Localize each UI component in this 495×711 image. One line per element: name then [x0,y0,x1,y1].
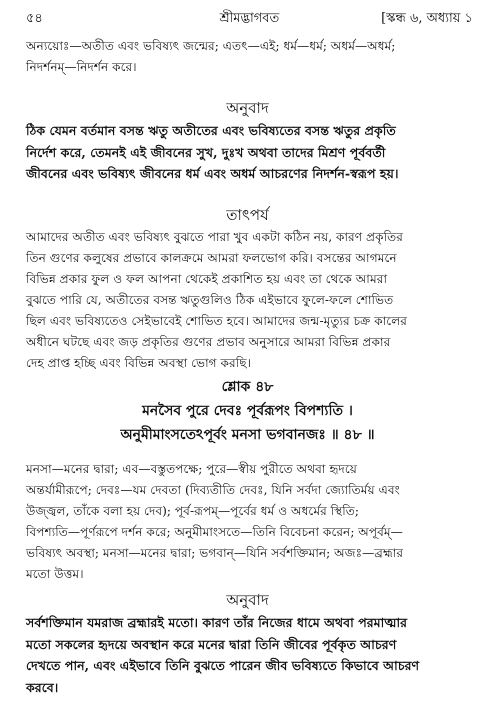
synonyms-line: উজ্জ্বল, তাঁকে বলা হয় দেব); পূর্ব-রূপম্—পূর্বের ধর্ম ও অধর্মের স্থিতি; [26,504,359,518]
purport-line: অধীনে ঘটছে এবং জড় প্রকৃতির গুণের প্রভাব অনুসারে আমরা বিভিন্ন প্রকার [26,335,391,349]
purport-line: বুঝতে পারি যে, অতীতের বসন্ত ঋতুগুলিও ঠিক এইভাবে ফুলে-ফলে শোভিত [26,293,394,307]
translation-block-2 [26,612,473,698]
purport-heading: তাৎপর্য [226,206,269,224]
translation-line: দেখতে পান, এবং এইভাবে তিনি বুঝতে পারেন জীব ভবিষ্যতে কিভাবে আচরণ [26,658,420,673]
synonyms-line: ভবিষ্যৎ অবস্থা; মনসা—মনের দ্বারা; ভগবান্—যিনি সর্বশক্তিমান; অজঃ—ব্রহ্মার [26,546,404,560]
book-title: শ্রীমদ্ভাগবত [219,11,280,26]
translation-heading: অনুবাদ [226,591,269,609]
synonyms-block-2 [26,459,473,585]
purport-line: ছিল এবং ভবিষ্যতেও সেইভাবেই শোভিত হবে। আমাদের জন্ম-মৃত্যুর চক্র কালের [26,314,407,328]
verse-line-2: অনুমীমাংসতেঽপূর্বং মনসা ভগবানজঃ ॥ ৪৮ ॥ [120,427,375,443]
verse-line-1: মনসৈব পুরে দেবঃ পূর্বরূপং বিপশ্যতি । [142,403,353,419]
verse-heading: শ্লোক ৪৮ [221,379,274,395]
purport-block [26,227,473,374]
synonyms-line: মনসা—মনের দ্বারা; এব—বস্তুতপক্ষে; পুরে—স্বীয় পুরীতে অথবা হৃদয়ে [26,462,357,476]
translation-heading: অনুবাদ [226,99,269,117]
purport-line: আমাদের অতীত এবং ভবিষ্যৎ বুঝতে পারা খুব একটা কঠিন নয়, কারণ প্রকৃতির [26,230,403,244]
synonyms-line: মতো উত্তম। [26,567,84,581]
page-number: ৫৪ [26,11,43,26]
purport-line: তিন গুণের কলুষের প্রভাবে কালক্রমে আমরা ফলভোগ করি। বসন্তের আগমনে [26,251,397,265]
synonyms-block-1 [26,36,473,78]
section-reference: [স্কন্ধ ৬, অধ্যায় ১ [381,11,473,26]
purport-line: দেহ প্রাপ্ত হচ্ছি এবং বিভিন্ন অবস্থা ভোগ করছি। [26,356,251,370]
synonyms-line: বিপশ্যতি—পূর্ণরূপে দর্শন করে; অনুমীমাংসতে—তিনি বিবেচনা করেন; অপূর্বম্— [26,525,403,539]
page-header [26,8,473,30]
translation-line: করবে। [26,679,59,695]
synonyms-line: অন্তর্যামীরূপে; দেবঃ—যম দেবতা (দিব্যতীতি দেবঃ, যিনি সর্বদা জ্যোতির্ময় এবং [26,483,400,497]
translation-line: জীবনের এবং ভবিষ্যৎ জীবনের ধর্ম এবং অধর্ম আচরণের নিদর্শন-স্বরূপ হয়। [26,166,399,181]
translation-line: ঠিক যেমন বর্তমান বসন্ত ঋতু অতীতের এবং ভবিষ্যতের বসন্ত ঋতুর প্রকৃতি [26,123,396,138]
translation-line: সর্বশক্তিমান যমরাজ ব্রহ্মারই মতো। কারণ তাঁর নিজের ধামে অথবা পরমাত্মার [26,615,408,630]
translation-line: মতো সকলের হৃদয়ে অবস্থান করে মনের দ্বারা তিনি জীবের পূর্বকৃত আচরণ [26,636,397,652]
synonyms-line: নিদর্শনম্—নিদর্শন করে। [26,60,137,74]
purport-line: বিভিন্ন প্রকার ফুল ও ফল আপনা থেকেই প্রকাশিত হয় এবং তা থেকে আমরা [26,272,388,286]
translation-block-1 [26,120,473,185]
synonyms-line: অন্যয়োঃ—অতীত এবং ভবিষ্যৎ জন্মের; এতৎ—এই; ধর্ম—ধর্ম; অধর্ম—অধর্ম; [26,39,396,53]
translation-line: নির্দেশ করে, তেমনই এই জীবনের সুখ, দুঃখ অথবা তাদের মিশ্রণ পূর্ববর্তী [26,144,386,160]
